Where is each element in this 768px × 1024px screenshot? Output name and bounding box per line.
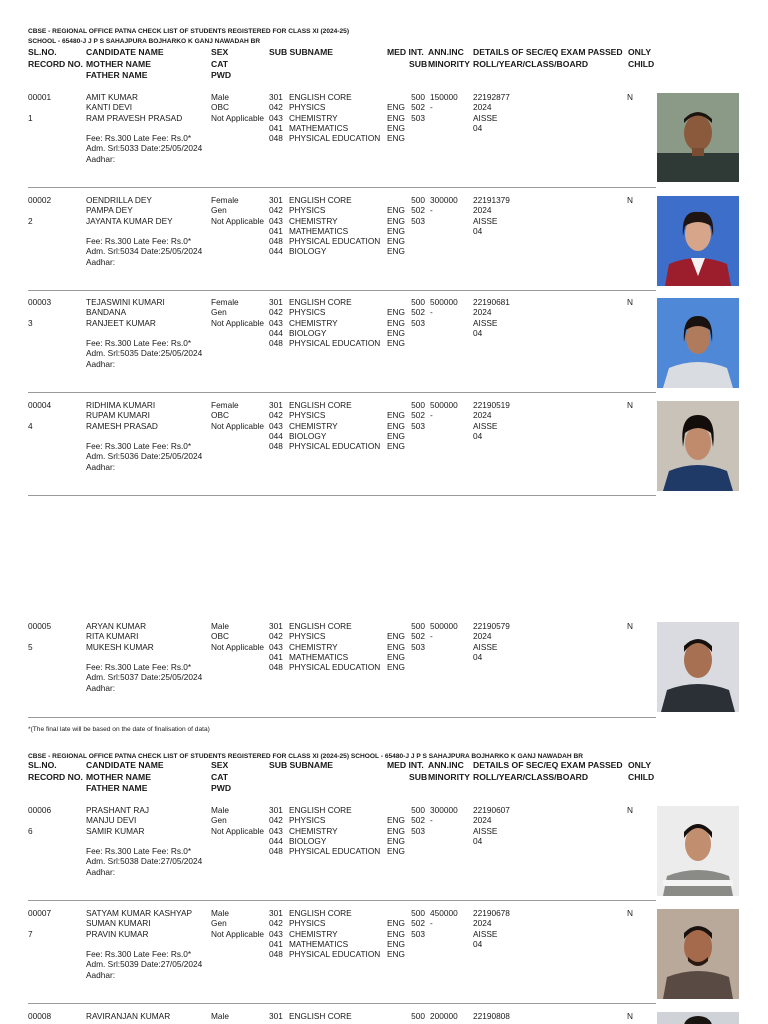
student-photo [657, 298, 739, 388]
candidate-names: RIDHIMA KUMARI RUPAM KUMARI RAMESH PRASAD Fee: Rs.300 Late Fee: Rs.0* Adm. Srl:5036 Date:25/05/2024 Aadhar: [86, 400, 203, 472]
candidate-names: TEJASWINI KUMARI BANDANA RANJEET KUMAR Fee: Rs.300 Late Fee: Rs.0* Adm. Srl:5035 Date:25/05/2024 Aadhar: [86, 297, 203, 369]
divider [28, 187, 656, 188]
divider [28, 1003, 656, 1004]
student-record: 00004 4 RIDHIMA KUMARI RUPAM KUMARI RAMESH PRASAD Fee: Rs.300 Late Fee: Rs.0* Adm. Srl:5036 Date:25/05/2024 Aadhar: Female OBC Not Applicable 301 042 043 044 048 ENGLISH CORE PHYSICS CHEMISTRY BIOLOGY PHYSICAL EDUCATION ENG ENG ENG ENG 500 502 503 500000 - 22190519 2024 AISSE 04 N [28, 400, 633, 472]
report-title-2: CBSE - REGIONAL OFFICE PATNA CHECK LIST OF STUDENTS REGISTERED FOR CLASS XI (2024-25) SCHOOL - 65480-J J P S SAHAJPURA BOJHARKO K GANJ NAWADAH BR [28, 753, 584, 760]
col-only-child: ONLY CHILD [628, 47, 655, 69]
student-record: 00001 1 AMIT KUMAR KANTI DEVI RAM PRAVESH PRASAD Fee: Rs.300 Late Fee: Rs.0* Adm. Srl:5033 Date:25/05/2024 Aadhar: Male OBC Not Applicable 301 042 043 041 048 ENGLISH CORE PHYSICS CHEMISTRY MATHEMATICS PHYSICAL EDUCATION ENG ENG ENG ENG 500 502 503 150000 - 22192877 2024 AISSE 04 N [28, 92, 633, 164]
student-photo [657, 622, 739, 712]
student-photo [657, 806, 739, 896]
col-only-child: ONLY CHILD [628, 760, 655, 782]
column-header [0, 760, 768, 796]
col-med: MED INT. SUB [387, 47, 428, 69]
candidate-names: ARYAN KUMAR RITA KUMARI MUKESH KUMAR Fee: Rs.300 Late Fee: Rs.0* Adm. Srl:5037 Date:25/05/2024 Aadhar: [86, 621, 203, 693]
student-record: 00006 6 PRASHANT RAJ MANJU DEVI SAMIR KUMAR Fee: Rs.300 Late Fee: Rs.0* Adm. Srl:5038 Date:27/05/2024 Aadhar: Male Gen Not Applicable 301 042 043 044 048 ENGLISH CORE PHYSICS CHEMISTRY BIOLOGY PHYSICAL EDUCATION ENG ENG ENG ENG 500 502 503 300000 - 22190607 2024 AISSE 04 N [28, 805, 633, 877]
col-sub: SUB SUBNAME [269, 760, 333, 770]
col-ann-inc: ANN.INC MINORITY [428, 47, 471, 69]
col-slno: SL.NO. RECORD NO. [28, 760, 83, 782]
divider [28, 717, 656, 718]
student-record: 00005 5 ARYAN KUMAR RITA KUMARI MUKESH KUMAR Fee: Rs.300 Late Fee: Rs.0* Adm. Srl:5037 Date:25/05/2024 Aadhar: Male OBC Not Applicable 301 042 043 041 048 ENGLISH CORE PHYSICS CHEMISTRY MATHEMATICS PHYSICAL EDUCATION ENG ENG ENG ENG 500 502 503 500000 - 22190579 2024 AISSE 04 N [28, 621, 633, 693]
student-record: 00002 2 OENDRILLA DEY PAMPA DEY JAYANTA KUMAR DEY Fee: Rs.300 Late Fee: Rs.0* Adm. Srl:5034 Date:25/05/2024 Aadhar: Female Gen Not Applicable 301 042 043 041 048 044 ENGLISH CORE PHYSICS CHEMISTRY MATHEMATICS PHYSICAL EDUCATION BIOLOGY ENG ENG ENG ENG ENG 500 502 503 300000 - 22191379 2024 AISSE 04 N [28, 195, 633, 267]
candidate-names: OENDRILLA DEY PAMPA DEY JAYANTA KUMAR DEY Fee: Rs.300 Late Fee: Rs.0* Adm. Srl:5034 Date:25/05/2024 Aadhar: [86, 195, 203, 267]
student-record: 00008 RAVIRANJAN KUMAR Male 301 ENGLISH CORE 500 200000 22190808 N [28, 1011, 633, 1021]
col-ann-inc: ANN.INC MINORITY [428, 760, 471, 782]
col-med: MED INT. SUB [387, 760, 428, 782]
student-record: 00007 7 SATYAM KUMAR KASHYAP SUMAN KUMARI PRAVIN KUMAR Fee: Rs.300 Late Fee: Rs.0* Adm. Srl:5039 Date:27/05/2024 Aadhar: Male Gen Not Applicable 301 042 043 041 048 ENGLISH CORE PHYSICS CHEMISTRY MATHEMATICS PHYSICAL EDUCATION ENG ENG ENG ENG 500 502 503 450000 - 22190678 2024 AISSE 04 N [28, 908, 633, 980]
candidate-names: AMIT KUMAR KANTI DEVI RAM PRAVESH PRASAD Fee: Rs.300 Late Fee: Rs.0* Adm. Srl:5033 Date:25/05/2024 Aadhar: [86, 92, 203, 164]
column-header [0, 47, 768, 83]
student-photo [657, 93, 739, 182]
divider [28, 495, 656, 496]
report-title: CBSE - REGIONAL OFFICE PATNA CHECK LIST OF STUDENTS REGISTERED FOR CLASS XI (2024-25) [28, 28, 350, 35]
col-exam: DETAILS OF SEC/EQ EXAM PASSED ROLL/YEAR/CLASS/BOARD [473, 47, 623, 69]
candidate-names: PRASHANT RAJ MANJU DEVI SAMIR KUMAR Fee: Rs.300 Late Fee: Rs.0* Adm. Srl:5038 Date:27/05/2024 Aadhar: [86, 805, 203, 877]
student-photo [657, 909, 739, 999]
col-sub: SUB SUBNAME [269, 47, 333, 57]
col-candidate: CANDIDATE NAME MOTHER NAME FATHER NAME [86, 47, 164, 80]
col-candidate: CANDIDATE NAME MOTHER NAME FATHER NAME [86, 760, 164, 793]
student-photo [657, 401, 739, 491]
school-line: SCHOOL - 65480-J J P S SAHAJPURA BOJHARKO K GANJ NAWADAH BR [28, 38, 261, 45]
student-record: 00003 3 TEJASWINI KUMARI BANDANA RANJEET KUMAR Fee: Rs.300 Late Fee: Rs.0* Adm. Srl:5035 Date:25/05/2024 Aadhar: Female Gen Not Applicable 301 042 043 044 048 ENGLISH CORE PHYSICS CHEMISTRY BIOLOGY PHYSICAL EDUCATION ENG ENG ENG ENG 500 502 503 500000 - 22190681 2024 AISSE 04 N [28, 297, 633, 369]
student-photo [657, 1012, 739, 1024]
candidate-names: RAVIRANJAN KUMAR [86, 1011, 171, 1021]
divider [28, 392, 656, 393]
col-sex: SEX CAT PWD [211, 760, 232, 793]
divider [28, 290, 656, 291]
candidate-names: SATYAM KUMAR KASHYAP SUMAN KUMARI PRAVIN KUMAR Fee: Rs.300 Late Fee: Rs.0* Adm. Srl:5039 Date:27/05/2024 Aadhar: [86, 908, 203, 980]
col-exam: DETAILS OF SEC/EQ EXAM PASSED ROLL/YEAR/CLASS/BOARD [473, 760, 623, 782]
col-sex: SEX CAT PWD [211, 47, 232, 80]
col-slno: SL.NO. RECORD NO. [28, 47, 83, 69]
student-photo [657, 196, 739, 286]
footnote: *(The final late will be based on the date of finalisation of data) [28, 726, 210, 733]
divider [28, 900, 656, 901]
